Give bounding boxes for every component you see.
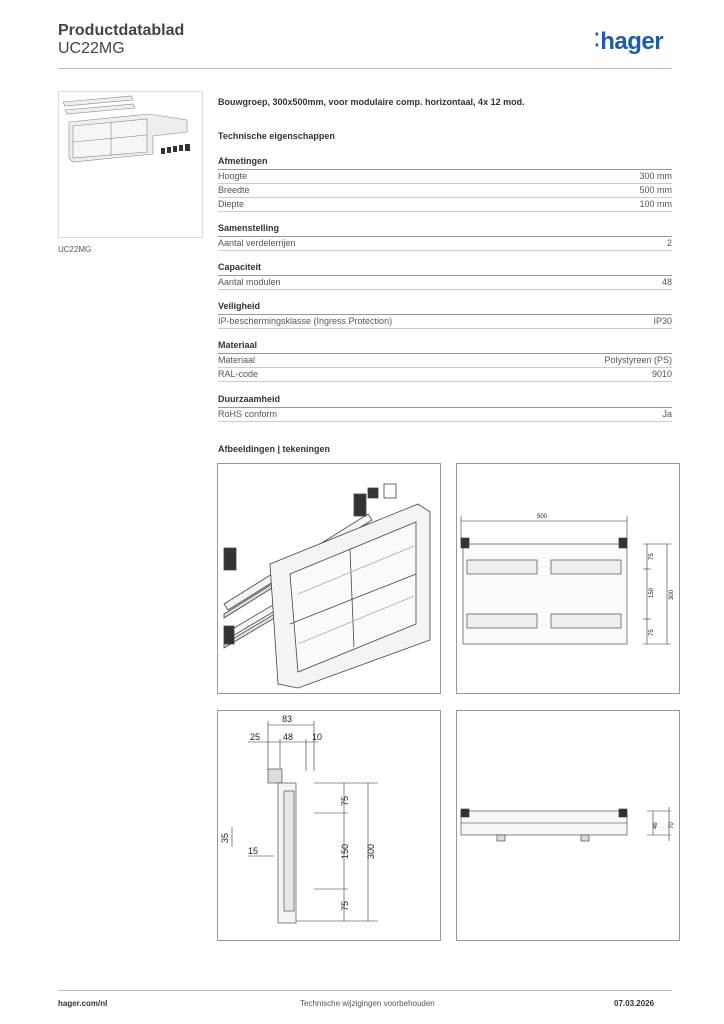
- dim-side-mid: 150: [340, 843, 350, 859]
- dim-side-bot: 75: [340, 900, 350, 911]
- drawing-front-view: [456, 463, 680, 694]
- spec-row: RoHS conform Ja: [218, 408, 672, 422]
- drawing-top-view: [456, 710, 680, 941]
- spec-section-veiligheid: [218, 300, 672, 329]
- drawing-exploded-view: [217, 463, 441, 694]
- dim-depth-c: 10: [312, 732, 323, 742]
- spec-row: Hoogte 300 mm: [218, 170, 672, 184]
- dim-depth-a: 25: [250, 732, 261, 742]
- drawing-side-view: [217, 710, 441, 941]
- dim-top: 75: [649, 553, 655, 560]
- page-title: Productdatablad: [58, 22, 185, 39]
- dim-left-a: 35: [220, 832, 230, 843]
- logo-dots-icon: ⁚: [594, 30, 600, 50]
- spec-heading: Duurzaamheid: [218, 393, 672, 408]
- spec-heading: Afmetingen: [218, 155, 672, 170]
- spec-row: Breedte 500 mm: [218, 184, 672, 198]
- spec-row: Materiaal Polystyreen (PS): [218, 354, 672, 368]
- spec-heading: Materiaal: [218, 339, 672, 354]
- spec-row: IP-beschermingsklasse (Ingress Protection) IP30: [218, 315, 672, 329]
- spec-section-duurzaamheid: [218, 393, 672, 422]
- product-description: Bouwgroep, 300x500mm, voor modulaire comp. horizontaal, 4x 12 mod.: [218, 97, 525, 107]
- product-code: UC22MG: [58, 40, 125, 57]
- dim-depth-b: 48: [283, 732, 294, 742]
- spec-section-samenstelling: [218, 222, 672, 251]
- spec-heading: Samenstelling: [218, 222, 672, 237]
- hager-logo: ⁚hager: [594, 28, 664, 55]
- footer-website[interactable]: hager.com/nl: [58, 999, 108, 1008]
- header-divider: [58, 68, 672, 69]
- spec-heading: Capaciteit: [218, 261, 672, 276]
- product-image-caption: UC22MG: [58, 245, 92, 254]
- dim-width: 500: [537, 514, 548, 520]
- dim-side-top: 75: [340, 795, 350, 806]
- dim-mid: 150: [649, 587, 655, 598]
- tech-heading: Technische eigenschappen: [218, 131, 335, 141]
- spec-section-materiaal: [218, 339, 672, 382]
- footer-note: Technische wijzigingen voorbehouden: [300, 999, 435, 1008]
- footer-date: 07.03.2026: [614, 999, 655, 1008]
- spec-row: Diepte 100 mm: [218, 198, 672, 212]
- footer-divider: [58, 990, 672, 991]
- spec-row: Aantal modulen 48: [218, 276, 672, 290]
- dim-depth-total: 83: [282, 714, 293, 724]
- dim-total: 300: [669, 589, 675, 600]
- spec-row: Aantal verdelerrijen 2: [218, 237, 672, 251]
- dim-bot: 75: [649, 629, 655, 636]
- spec-section-afmetingen: [218, 155, 672, 212]
- dim-left-b: 15: [248, 846, 259, 856]
- spec-row: RAL-code 9010: [218, 368, 672, 382]
- spec-heading: Veiligheid: [218, 300, 672, 315]
- dim-top-a: 46: [653, 822, 659, 829]
- spec-section-capaciteit: [218, 261, 672, 290]
- dim-top-b: 70: [669, 822, 675, 829]
- dim-side-total: 300: [366, 843, 376, 859]
- drawings-heading: Afbeeldingen | tekeningen: [218, 444, 331, 454]
- product-image: [58, 91, 203, 238]
